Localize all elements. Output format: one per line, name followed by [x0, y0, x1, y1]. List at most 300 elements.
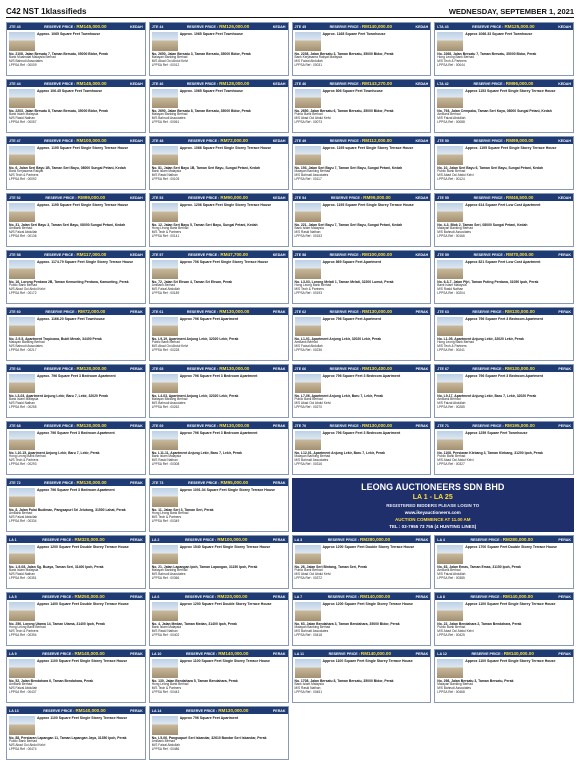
lot-number: LA 4: [437, 537, 445, 542]
assignee-name: AmBank Berhad: [151, 739, 175, 743]
listing-details: [293, 56, 431, 68]
listing-state: PERAK: [415, 309, 429, 314]
listing-details: [435, 683, 573, 695]
listing-card: [434, 193, 574, 247]
solicitor-name: M/S Faizal Abdullah: [9, 229, 38, 234]
solicitor-name: M/S Rasid Nathan: [9, 571, 35, 576]
listing-details: [150, 683, 288, 695]
reserve-price: [328, 537, 390, 542]
property-address: No. 1108, Persiaran Klebang 3, Taman Klebang, 31200 Ipoh, Perak: [437, 451, 543, 455]
reserve-label: RESERVE PRICE :: [44, 139, 76, 143]
reserve-price: [474, 195, 534, 200]
assignee-name: Public Bank Berhad: [151, 340, 180, 344]
lot-number: JTE 48: [151, 138, 164, 143]
solicitor-name: M/S Faizal Abdullah: [151, 286, 180, 291]
lppsa-reference: LPPSA Ref : 00092: [9, 176, 37, 181]
reserve-label: RESERVE PRICE :: [45, 196, 77, 200]
listing-card: [149, 421, 289, 475]
listing-details: [150, 341, 288, 353]
property-address: No. 10, Jalan Seri Bayu 6, Taman Seri Bayu, Sungai Petani, Kedah: [437, 166, 544, 170]
listing-details: [150, 284, 288, 296]
listing-body: [7, 30, 145, 52]
listing-header-bar: [435, 650, 573, 657]
reserve-price: [44, 366, 106, 371]
reserve-price-value: RM117,000.00: [76, 252, 107, 257]
property-description: Approx 1100 Square Feet Single Storey Terrace House: [37, 658, 128, 663]
listing-card: [149, 592, 289, 646]
reserve-price-value: RM95,000.00: [220, 480, 249, 485]
assignee-name: Bank Muamalat Malaysia Berhad: [9, 55, 56, 59]
listing-details: [7, 284, 145, 296]
lppsa-reference: LPPSA Ref : 00136: [9, 233, 37, 238]
lot-number: LA 14: [151, 708, 162, 713]
listing-state: KEDAH: [129, 195, 143, 200]
solicitor-name: M/S Faizal Abdullah: [9, 685, 38, 690]
property-photo: [295, 431, 321, 450]
property-description: Approx 869 Square Feet Apartment: [322, 259, 381, 264]
property-description: Approx 796 Square Feet 3 Bedroom Apartment: [179, 373, 258, 378]
listing-details: [7, 740, 145, 752]
lot-number: JTE 63: [437, 309, 449, 314]
listing-card: [6, 706, 146, 760]
listing-header-bar: [150, 365, 288, 372]
listing-header-bar: [150, 194, 288, 201]
listing-header-bar: [7, 80, 145, 87]
solicitor-name: M/S Teoh & Partners: [151, 514, 182, 519]
reserve-price-value: RM140,000.00: [502, 594, 533, 599]
property-photo: [152, 545, 178, 564]
assignee-name: AmBank Berhad: [9, 682, 33, 686]
publication-date: WEDNESDAY, SEPTEMBER 1, 2021: [448, 7, 574, 16]
assignee-name: Malayan Banking Berhad: [9, 340, 45, 344]
reserve-label: RESERVE PRICE :: [329, 82, 361, 86]
listing-header-bar: [293, 422, 431, 429]
listing-body: [7, 372, 145, 394]
listing-body: [150, 600, 288, 622]
lppsa-reference: LPPSA Ref : 00372: [294, 575, 322, 580]
reserve-label: RESERVE PRICE :: [472, 310, 504, 314]
property-address: No. 2650, Jalan Bersatu 6, Taman Bersatu, 35000 Bidor, Perak: [294, 109, 394, 113]
listing-body: [7, 600, 145, 622]
listing-state: KEDAH: [272, 138, 286, 143]
listing-header-bar: [150, 251, 288, 258]
listing-state: PERAK: [272, 708, 286, 713]
listing-header-bar: [7, 308, 145, 315]
property-photo: [9, 260, 35, 279]
assignee-name: Malayan Banking Berhad: [151, 568, 188, 572]
listing-card: [292, 307, 432, 361]
listing-details: [7, 569, 145, 581]
property-address: No. 22, Jalan Bendahara 2, Taman Bendahara, Perak: [437, 622, 522, 626]
lppsa-reference: LPPSA Ref : 00262: [151, 404, 180, 409]
property-description: Approx 796 Square Feet 3 Bedroom Apartment: [37, 487, 115, 492]
reserve-price: [188, 252, 248, 257]
listing-state: KEDAH: [558, 195, 571, 200]
reserve-label: RESERVE PRICE :: [329, 367, 361, 371]
listing-details: [293, 227, 431, 239]
property-description: Approx. 1066 Square Feet Single Storey Terrace House: [179, 145, 272, 150]
lppsa-reference: LPPSA Ref : 00255: [9, 404, 37, 409]
lppsa-reference: LPPSA Ref : 00437: [9, 689, 37, 694]
solicitor-name: M/S Bahrudi Associates: [151, 115, 186, 120]
lppsa-reference: LPPSA Ref : 00061: [151, 119, 180, 124]
property-description: Approx 706 Square Feet Single Storey Terrace House: [179, 259, 269, 264]
reserve-label: RESERVE PRICE :: [472, 367, 504, 371]
lppsa-reference: LPPSA Ref : 00443: [151, 689, 180, 694]
reserve-label: RESERVE PRICE :: [472, 424, 504, 428]
listing-state: KEDAH: [129, 81, 143, 86]
listing-state: KEDAH: [415, 81, 429, 86]
reserve-label: RESERVE PRICE :: [45, 310, 77, 314]
property-description: Approx 796 Square Feet 3 Bedroom Apartment: [322, 430, 401, 435]
lppsa-reference: LPPSA Ref : 00270: [294, 404, 322, 409]
listing-body: [150, 372, 288, 394]
reserve-price-value: RM130,000.00: [361, 423, 393, 428]
reserve-price: [188, 138, 248, 143]
lot-number: JTE 61: [151, 309, 164, 314]
assignee-name: Public Bank Berhad: [294, 112, 323, 116]
solicitor-name: M/S Bahrudi Associates: [9, 58, 43, 63]
property-description: Approx 796 Square Feet 3 Bedroom Apartment: [322, 373, 401, 378]
property-description: Approx 1100 Square Feet Single Storey Terrace House: [322, 658, 413, 663]
reserve-price: [472, 24, 534, 29]
property-description: Approx. 1195 square Feet Single Storey Terrace House: [322, 145, 414, 150]
assignee-name: Bank Islam Malaysia: [151, 454, 181, 458]
reserve-label: RESERVE PRICE :: [329, 310, 361, 314]
listing-card: [292, 421, 432, 475]
listing-header-bar: [150, 650, 288, 657]
advert-line1: REGISTERED BIDDERS PLEASE LOGIN TO: [386, 502, 480, 508]
property-description: Approx 1153 Square Feet Single Storey Terrace House: [465, 88, 556, 93]
listing-header-bar: [150, 536, 288, 543]
solicitor-name: M/S Rasid Nathan: [294, 229, 321, 234]
reserve-label: RESERVE PRICE :: [42, 652, 74, 656]
listing-state: PERAK: [130, 366, 143, 371]
lot-number: LA 8: [437, 594, 445, 599]
reserve-price-value: RM130,000.00: [219, 309, 250, 314]
lot-number: JTE 46: [151, 81, 164, 86]
property-description: Approx. 1166.20 Square Feet Townhouse: [37, 316, 105, 321]
listing-details: [7, 56, 145, 68]
reserve-label: RESERVE PRICE :: [328, 652, 360, 656]
property-photo: [295, 545, 321, 564]
property-address: No. 2203, Jalan Bersatu 8, Taman Bersatu, 35000 Bidor, Perak: [9, 109, 109, 113]
reserve-price-value: RM112,000.00: [361, 138, 392, 143]
listing-header-bar: [435, 23, 573, 30]
property-address: No. L3-03, Apartment Anjung Lekir, Baru 7, Lekir, 32020 Perak: [9, 394, 109, 398]
listing-body: [7, 87, 145, 109]
listing-card: [6, 22, 146, 76]
listing-state: PERAK: [558, 594, 571, 599]
property-description: Approx 106.45 Square Feet Townhouse: [37, 88, 103, 93]
lot-number: JTE 66: [294, 366, 307, 371]
property-description: Approx 1200 Square Feet Double Storey Terrace House: [322, 544, 415, 549]
listing-details: [7, 113, 145, 125]
listing-body: [293, 543, 431, 565]
listing-header-bar: [293, 194, 431, 201]
reserve-label: RESERVE PRICE :: [473, 139, 505, 143]
assignee-name: Bank Islam Malaysia: [9, 568, 39, 572]
reserve-price: [186, 708, 248, 713]
reserve-price-value: RM126,000.00: [219, 24, 250, 29]
listing-details: [7, 227, 145, 239]
listing-state: KEDAH: [272, 252, 286, 257]
listing-card: [292, 592, 432, 646]
solicitor-name: M/S Rasid Nathan: [151, 457, 178, 462]
property-address: No. 298, Jalan Bersatu 3, Taman Bersatu, Perak: [437, 679, 514, 683]
reserve-price-value: RM280,000.00: [502, 537, 533, 542]
property-photo: [437, 89, 463, 108]
property-description: Approx 1100 Square Feet Single Storey Terrace House: [465, 601, 556, 606]
listing-body: [150, 144, 288, 166]
reserve-label: RESERVE PRICE :: [186, 367, 219, 371]
reserve-price-value: RM99,000.00: [363, 195, 391, 200]
assignee-name: Bank Islam Malaysia: [437, 283, 467, 287]
listing-body: [7, 144, 145, 166]
reserve-price-value: RM130,000.00: [361, 309, 393, 314]
property-address: No. L10-15, Apartment Anjung Lekir, Baru 7, Lekir, Perak: [9, 451, 100, 455]
listing-body: [7, 543, 145, 565]
property-address: No. 793, Jalan Cempaka, Taman Seri Kaya, 08000 Sungai Petani, Kedah: [437, 109, 552, 113]
solicitor-name: M/S Faizal Abdullah: [437, 571, 466, 576]
property-photo: [295, 146, 321, 165]
property-address: No. L3-03, Lorong Melati 1, Taman Melati, 32200 Lumut, Perak: [294, 280, 394, 284]
reserve-price-value: RM100,000.00: [217, 537, 248, 542]
listing-body: [150, 30, 288, 52]
reserve-price: [42, 651, 104, 656]
listing-header-bar: [150, 308, 288, 315]
listing-details: [435, 113, 573, 125]
assignee-name: Malayan Banking Berhad: [151, 397, 188, 401]
solicitor-name: M/S Faizal Abdullah: [9, 514, 38, 519]
lot-number: JTE 44: [151, 24, 164, 29]
listing-body: [293, 600, 431, 622]
reserve-label: RESERVE PRICE :: [185, 652, 218, 656]
assignee-name: Malayan Banking Berhad: [294, 625, 331, 629]
reserve-price-value: RM72,000.00: [220, 138, 248, 143]
property-description: Approx 1700 Square Feet Double Storey Terrace House: [465, 544, 557, 549]
assignee-name: Bank Islam Malaysia: [9, 112, 39, 116]
property-photo: [437, 203, 463, 222]
solicitor-name: M/S Teoh & Partners: [9, 457, 39, 462]
property-address: No. L9-19, Apartment Anjung Lekir, 32020 Lekir, Perak: [151, 337, 239, 341]
listing-card: [149, 136, 289, 190]
property-photo: [437, 32, 463, 51]
property-description: Approx 796 Square Feet 3 Bedroom Apartment: [37, 430, 115, 435]
property-address: No. 16, Lorong Perdana 2B, Taman Kemunting Perdana, Kamunting, Perak: [9, 280, 129, 284]
property-address: No. 130, Jalan Bendahara 5, Taman Bendahara, Perak: [151, 679, 238, 683]
listing-header-bar: [150, 479, 288, 486]
listing-card: [292, 535, 432, 589]
assignee-name: AmBank Berhad: [9, 511, 33, 515]
reserve-label: RESERVE PRICE :: [186, 82, 219, 86]
assignee-name: Bank Islam Malaysia: [151, 169, 181, 173]
reserve-label: RESERVE PRICE :: [188, 196, 220, 200]
property-description: Approx 1100 Square Feet Single Storey Terrace House: [465, 658, 556, 663]
reserve-label: RESERVE PRICE :: [329, 25, 361, 29]
reserve-label: RESERVE PRICE :: [186, 25, 219, 29]
listing-card: [149, 307, 289, 361]
lot-number: JTE 67: [437, 366, 449, 371]
lot-number: LA 10: [151, 651, 162, 656]
lot-number: LA 13: [9, 708, 19, 713]
solicitor-name: M/S Rasid Nathan: [151, 628, 178, 633]
lot-number: JTE 58: [294, 252, 307, 257]
assignee-name: Hong Leong Bank Berhad: [151, 682, 189, 686]
listing-details: [435, 227, 573, 239]
reserve-price: [187, 309, 249, 314]
listing-card: [434, 250, 574, 304]
assignee-name: Hong Leong Bank Berhad: [151, 226, 189, 230]
assignee-name: Public Bank Berhad: [437, 169, 466, 173]
assignee-name: AmBank Berhad: [437, 397, 461, 401]
reserve-label: RESERVE PRICE :: [44, 481, 76, 485]
listing-details: [435, 569, 573, 581]
lppsa-reference: LPPSA Ref : 00327: [437, 461, 465, 466]
reserve-price: [45, 195, 105, 200]
property-address: No. 2108, Jalan Bersatu 7, Taman Bersatu, 05000 Bidor, Perak: [9, 52, 109, 56]
reserve-price-value: RM320,000.00: [74, 537, 105, 542]
listing-details: [150, 512, 288, 524]
assignee-name: Hong Leong Bank Berhad: [437, 340, 474, 344]
listing-card: [434, 592, 574, 646]
property-description: Approx 1540 Square Feet Single Storey Terrace House: [179, 544, 271, 549]
lppsa-reference: LPPSA Ref : 00486: [151, 746, 180, 751]
listing-details: [7, 683, 145, 695]
lppsa-reference: LPPSA Ref : 00366: [151, 575, 180, 580]
reserve-price-value: RM130,000.00: [76, 366, 107, 371]
listing-header-bar: [150, 707, 288, 714]
listing-card: [434, 421, 574, 475]
lppsa-reference: LPPSA Ref : 00285: [437, 404, 465, 409]
reserve-price-value: RM280,000.00: [359, 537, 391, 542]
assignee-name: Public Bank Berhad: [437, 625, 466, 629]
listing-header-bar: [435, 593, 573, 600]
advert-website-link[interactable]: www.ikeyauctioneers.com: [404, 509, 461, 515]
reserve-label: RESERVE PRICE :: [473, 82, 505, 86]
listing-details: [150, 398, 288, 410]
property-description: Approx 1200 Square Feet Double Storey Terrace House: [37, 544, 129, 549]
property-address: No. L1-05, Apartment Anjung Lekir, 32020 Lekir, Perak: [437, 337, 524, 341]
listing-state: PERAK: [558, 252, 571, 257]
lppsa-reference: LPPSA Ref : 00385: [437, 575, 465, 580]
listing-card: [6, 79, 146, 133]
listing-body: [150, 543, 288, 565]
lot-number: JTE 72: [9, 480, 21, 485]
reserve-price: [474, 138, 534, 143]
listing-body: [7, 429, 145, 451]
listing-body: [293, 258, 431, 280]
lppsa-reference: LPPSA Ref : 00166: [437, 233, 465, 238]
auctioneer-advert: [292, 478, 575, 532]
listing-details: [435, 455, 573, 467]
listing-details: [150, 455, 288, 467]
listing-state: PERAK: [558, 651, 571, 656]
property-address: No. 2268, Jalan Bersatu 7, Taman Bersatu, 35000 Bidor, Perak: [437, 52, 537, 56]
property-address: No. L12-01, Apartment Anjung Lekir, Baru 7, Lekir, Perak: [294, 451, 386, 455]
reserve-price-value: RM140,000.00: [361, 24, 392, 29]
listing-header-bar: [7, 650, 145, 657]
lot-number: JTE 68: [9, 423, 21, 428]
reserve-price: [328, 594, 390, 599]
lot-number: JTE 52: [9, 195, 21, 200]
listing-header-bar: [150, 80, 288, 87]
reserve-label: RESERVE PRICE :: [472, 25, 504, 29]
listing-header-bar: [7, 137, 145, 144]
lppsa-reference: LPPSA Ref : 00124: [437, 176, 465, 181]
property-description: Approx 806 Square Feet Townhouse: [322, 88, 383, 93]
solicitor-name: M/S Abad Ooi Abdul Kelvi: [294, 400, 331, 405]
property-address: No. 2690, Jalan Bersatu 8, Taman Bersatu, 35000 Bidor, Perak: [151, 109, 251, 113]
property-photo: [152, 602, 178, 621]
reserve-price: [472, 309, 534, 314]
listing-details: [293, 455, 431, 467]
lppsa-reference: LPPSA Ref : 00316: [294, 461, 322, 466]
reserve-price: [330, 252, 392, 257]
property-address: No. 72, Jalan Sri Ehsan 4, Taman Sri Ehsan, Perak: [151, 280, 233, 284]
assignee-name: AmBank Berhad: [437, 568, 461, 572]
reserve-price-value: RM90,000.00: [220, 195, 248, 200]
reserve-label: RESERVE PRICE :: [188, 481, 220, 485]
listing-header-bar: [7, 365, 145, 372]
lppsa-reference: LPPSA Ref : 00474: [9, 746, 37, 751]
lot-number: LA 3: [294, 537, 303, 542]
lppsa-reference: LPPSA Ref : 00351: [9, 575, 37, 580]
reserve-label: RESERVE PRICE :: [327, 595, 359, 599]
listing-details: [7, 398, 145, 410]
property-description: Approx 1100 Square Feet Single Storey Terrace House: [179, 658, 270, 663]
listing-card: [292, 22, 432, 76]
lot-number: LA 2: [151, 537, 160, 542]
listing-details: [293, 569, 431, 581]
listing-card: [434, 649, 574, 703]
assignee-name: Hong Leong Bank Berhad: [9, 454, 46, 458]
listing-body: [293, 30, 431, 52]
reserve-price: [330, 24, 392, 29]
listing-state: PERAK: [130, 423, 143, 428]
listing-details: [293, 284, 431, 296]
reserve-price: [470, 594, 532, 599]
lppsa-reference: LPPSA Ref : 00468: [437, 689, 465, 694]
listing-card: [292, 364, 432, 418]
lppsa-reference: LPPSA Ref : 00009: [9, 62, 37, 67]
reserve-price: [329, 651, 391, 656]
lot-number: JTE 64: [9, 366, 21, 371]
reserve-label: RESERVE PRICE :: [186, 310, 219, 314]
lppsa-reference: LPPSA Ref : 00172: [9, 290, 37, 295]
property-photo: [437, 545, 463, 564]
solicitor-name: M/S Abad Ooi Abdul Kelvi: [151, 58, 189, 63]
solicitor-name: M/S Bahrudi Associates: [151, 400, 186, 405]
listing-card: [149, 22, 289, 76]
listing-state: PERAK: [272, 366, 286, 371]
reserve-price-value: RM140,000.00: [503, 651, 534, 656]
reserve-price: [188, 480, 248, 485]
lot-number: LA 7: [294, 594, 303, 599]
property-description: Approx 821 Square Feet Low Cost Apartment: [465, 259, 541, 264]
newspaper-page: [6, 4, 574, 751]
solicitor-name: M/S Abad Ooi Abdul Kelvi: [437, 172, 474, 177]
property-description: Approx 796 Square Feet 3 Bedroom Apartment: [179, 430, 258, 435]
lot-number: JTE 59: [437, 252, 449, 257]
listing-body: [150, 657, 288, 679]
property-photo: [9, 374, 35, 393]
reserve-price: [42, 537, 104, 542]
solicitor-name: M/S Bahrudi Associates: [437, 685, 471, 690]
listing-card: [6, 649, 146, 703]
listing-card: [149, 706, 289, 760]
advert-telephone: TEL : 03-7955 73 755 (4 HUNTING LINES): [389, 523, 477, 529]
